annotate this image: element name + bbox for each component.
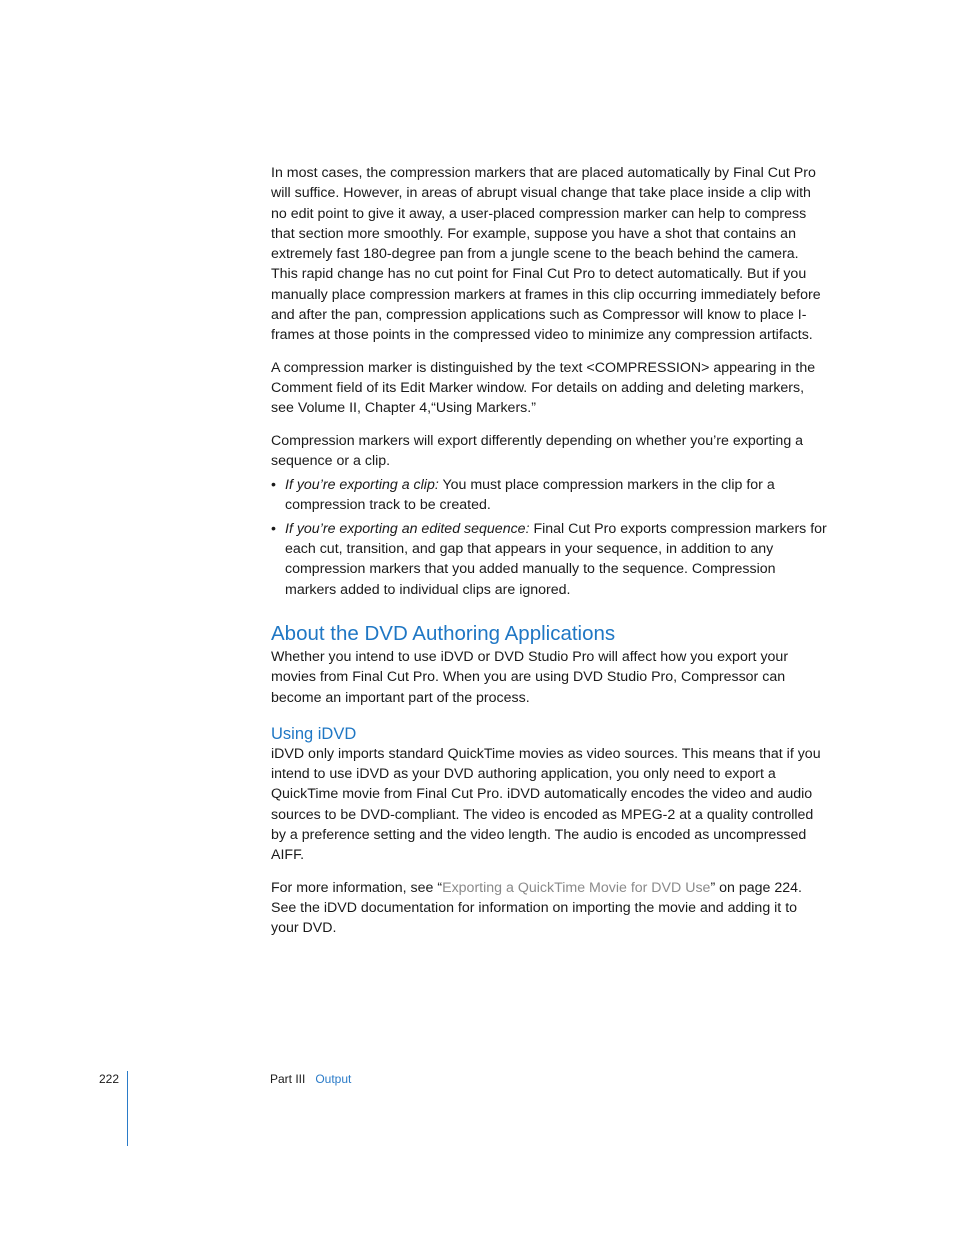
- footer-divider: [127, 1071, 128, 1146]
- bullet-list: [271, 475, 827, 600]
- bullet-item: [271, 519, 827, 600]
- bullet-icon: •: [271, 520, 276, 537]
- paragraph: A compression marker is distinguished by the text <COMPRESSION> appearing in the Comment field of its Edit Marker window. For details on adding and deleting markers, see Volume II, Chapter 4,“Using Markers.”: [271, 359, 816, 417]
- part-label: Part III: [270, 1072, 306, 1086]
- paragraph: Whether you intend to use iDVD or DVD Studio Pro will affect how you export your movies from Final Cut Pro. When you are using DVD Studio Pro, Compressor can become an important part of the process.: [271, 648, 789, 706]
- section-heading: About the DVD Authoring Applications: [271, 621, 616, 645]
- link-suffix: ” on page 224. See the iDVD documentation for information on importing the movie and adding it to your DVD.: [271, 879, 802, 937]
- link-prefix: For more information, see “: [271, 879, 443, 896]
- footer-part-label: [270, 1072, 351, 1086]
- paragraph: iDVD only imports standard QuickTime movies as video sources. This means that if you intend to use iDVD as your DVD authoring application, you only need to export a QuickTime movie from Final Cut Pro. iDVD automatically encodes the video and audio sources to be DVD-compliant. The video is encoded as MPEG-2 at a quality controlled by a preference setting and the video length. The audio is encoded as uncompressed AIFF.: [271, 745, 821, 864]
- paragraph: In most cases, the compression markers that are placed automatically by Final Cut Pro will suffice. However, in areas of abrupt visual change that take place inside a clip with no edit point to give it away, a user-placed compression marker can help to compress that section more smoothly. For example, suppose you have a shot that contains an extremely fast 180-degree pan from a jungle scene to the beach behind the camera. This rapid change has no cut point for Final Cut Pro to detect automatically. But if you manually place compression markers at frames in this clip occurring immediately before and after the pan, compression applications such as Compressor will know to place I-frames at those points in the compressed video to minimize any compression artifacts.: [271, 165, 821, 344]
- bullet-text: Final Cut Pro exports compression markers for each cut, transition, and gap that appears in your sequence, in addition to any compression markers that you added manually to the sequence. Compression markers added to individual clips are ignored.: [285, 520, 827, 598]
- cross-reference-link[interactable]: Exporting a QuickTime Movie for DVD Use: [442, 879, 711, 896]
- paragraph-with-link: [271, 878, 827, 939]
- chapter-label: Output: [315, 1072, 352, 1086]
- paragraph: Compression markers will export differently depending on whether you’re exporting a sequence or a clip.: [271, 432, 804, 469]
- page-body: [271, 163, 827, 951]
- bullet-lead: If you’re exporting a clip:: [285, 477, 439, 494]
- bullet-lead: If you’re exporting an edited sequence:: [285, 520, 530, 537]
- page-number: 222: [99, 1072, 120, 1086]
- bullet-text: You must place compression markers in the clip for a compression track to be created.: [285, 477, 775, 514]
- bullet-item: [271, 475, 827, 516]
- bullet-icon: •: [271, 477, 276, 494]
- subsection-heading: Using iDVD: [271, 724, 357, 743]
